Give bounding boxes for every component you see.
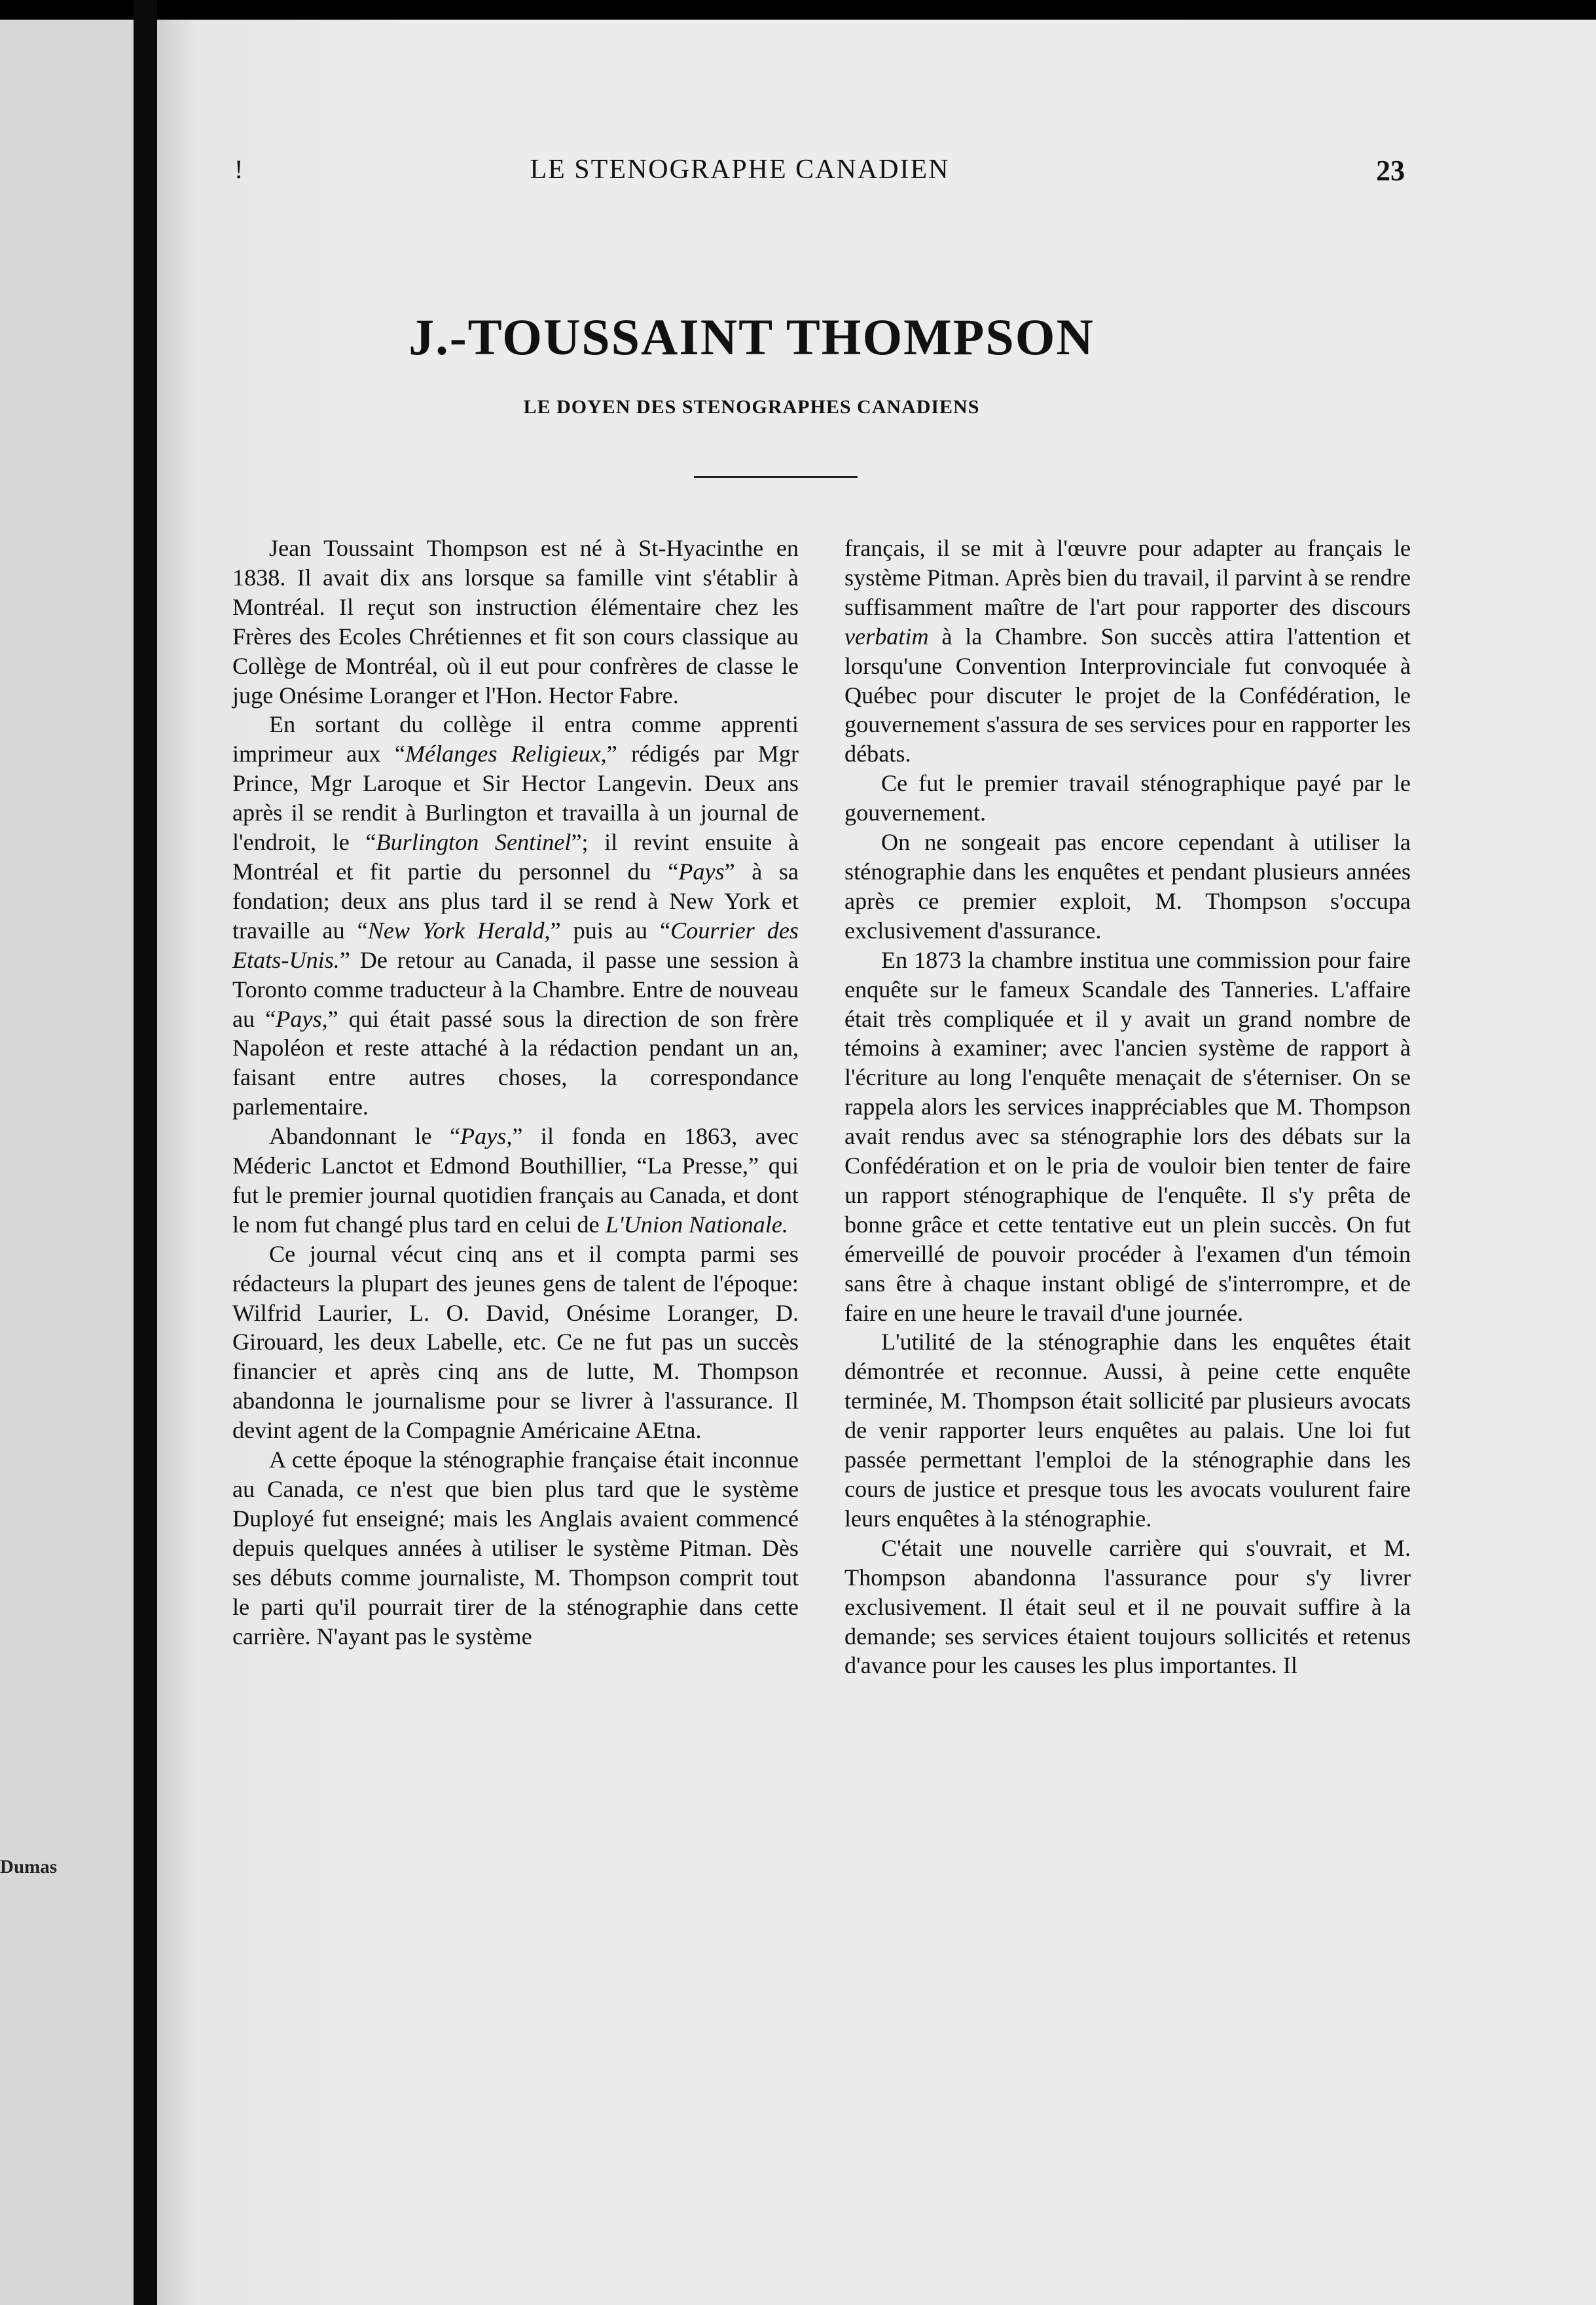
paragraph: A cette époque la sténographie française était inconnue au Canada, ce n'est que bien plus tard que le système Duployé fut enseigné; mais les Anglais avaient commencé depuis quelques années à utiliser le système Pitman. Dès ses débuts comme journaliste, M. Thompson comprit tout le parti qu'il pourrait tirer de la sténographie dans cette carrière. N'ayant pas le système xyxy=(232,1447,799,1650)
facing-page-text: Dumas xyxy=(0,1856,58,1877)
header-left-mark: ! xyxy=(234,155,244,184)
article-subtitle: LE DOYEN DES STENOGRAPHES CANADIENS xyxy=(523,396,980,418)
page-number: 23 xyxy=(1376,155,1405,187)
paragraph: Ce fut le premier travail sténographique payé par le gouvernement. xyxy=(844,770,1411,826)
paragraph: En sortant du collège il entra comme apprenti imprimeur aux “Mélanges Religieux,” rédigés par Mgr Prince, Mgr Laroque et Sir Hector Langevin. Deux ans après il se rendit à Burlington et travailla à un journal de l'endroit, le “Burlington Sentinel”; il revint ensuite à Montréal et fit partie du personnel du “Pays” à sa fondation; deux ans plus tard il se rend à New York et travaille au “New York Herald,” puis au “Courrier des Etats-Unis.” De retour au Canada, il passe une session à Toronto comme traducteur à la Chambre. Entre de nouveau au “Pays,” qui était passé sous la direction de son frère Napoléon et reste attaché à la rédaction pendant un an, faisant entre autres choses, la correspondance parlementaire. xyxy=(232,711,799,1120)
paragraph: On ne songeait pas encore cependant à utiliser la sténographie dans les enquêtes et pendant plusieurs années après ce premier exploit, M. Thompson s'occupa exclusivement d'assurance. xyxy=(844,829,1411,944)
paragraph: En 1873 la chambre institua une commission pour faire enquête sur le fameux Scandale des Tanneries. L'affaire était très compliquée et il y avait un grand nombre de témoins à examiner; avec l'ancien système de rapport à l'écriture au long l'enquête menaçait de s'éterniser. On se rappela alors les services inappréciables que M. Thompson avait rendus avec sa sténographie lors des débats sur la Confédération et on le pria de vouloir bien tenter de faire un rapport sténographique de l'enquête. Il s'y prêta de bonne grâce et cette tentative eut un plein succès. On fut émerveillé de pouvoir procéder à l'examen d'un témoin sans être à chaque instant obligé de s'interrompre, et de faire en une heure le travail d'une journée. xyxy=(844,946,1411,1326)
right-column xyxy=(844,534,1411,1680)
left-column xyxy=(232,534,799,1651)
page xyxy=(157,20,1596,2305)
facing-page-edge xyxy=(0,20,134,2305)
paragraph: Abandonnant le “Pays,” il fonda en 1863, avec Méderic Lanctot et Edmond Bouthillier, “La Presse,” qui fut le premier journal quotidien français au Canada, et dont le nom fut changé plus tard en celui de L'Union Nationale. xyxy=(232,1123,799,1238)
binding-gutter xyxy=(134,0,157,2305)
running-title: LE STENOGRAPHE CANADIEN xyxy=(530,155,950,185)
title-divider xyxy=(694,476,858,478)
paragraph: Ce journal vécut cinq ans et il compta parmi ses rédacteurs la plupart des jeunes gens de talent de l'époque: Wilfrid Laurier, L. O. David, Onésime Loranger, D. Girouard, les deux Labelle, etc. Ce ne fut pas un succès financier et après cinq ans de lutte, M. Thompson abandonna le journalisme pour se livrer à l'assurance. Il devint agent de la Compagnie Américaine AEtna. xyxy=(232,1240,799,1444)
paragraph: L'utilité de la sténographie dans les enquêtes était démontrée et reconnue. Aussi, à peine cette enquête terminée, M. Thompson était sollicité par plusieurs avocats de venir rapporter leurs enquêtes au palais. Une loi fut passée permettant l'emploi de la sténographie dans les cours de justice et presque tous les avocats voulurent faire leurs enquêtes à la sténographie. xyxy=(844,1329,1411,1532)
paragraph: C'était une nouvelle carrière qui s'ouvrait, et M. Thompson abandonna l'assurance pour s'y livrer exclusivement. Il était seul et il ne pouvait suffire à la demande; ses services étaient toujours sollicités et retenus d'avance pour les causes les plus importantes. Il xyxy=(844,1534,1411,1679)
article-title: J.-TOUSSAINT THOMPSON xyxy=(408,308,1095,365)
paragraph: français, il se mit à l'œuvre pour adapter au français le système Pitman. Après bien du travail, il parvint à se rendre suffisamment maître de l'art pour rapporter des discours verbatim à la Chambre. Son succès attira l'attention et lorsqu'une Convention Interprovinciale fut convoquée à Québec pour discuter le projet de la Confédération, le gouvernement s'assura de ses services pour en rapporter les débats. xyxy=(844,535,1411,767)
paragraph: Jean Toussaint Thompson est né à St-Hyacinthe en 1838. Il avait dix ans lorsque sa famille vint s'établir à Montréal. Il reçut son instruction élémentaire chez les Frères des Ecoles Chrétiennes et fit son cours classique au Collège de Montréal, où il eut pour confrères de classe le juge Onésime Loranger et l'Hon. Hector Fabre. xyxy=(232,535,799,709)
